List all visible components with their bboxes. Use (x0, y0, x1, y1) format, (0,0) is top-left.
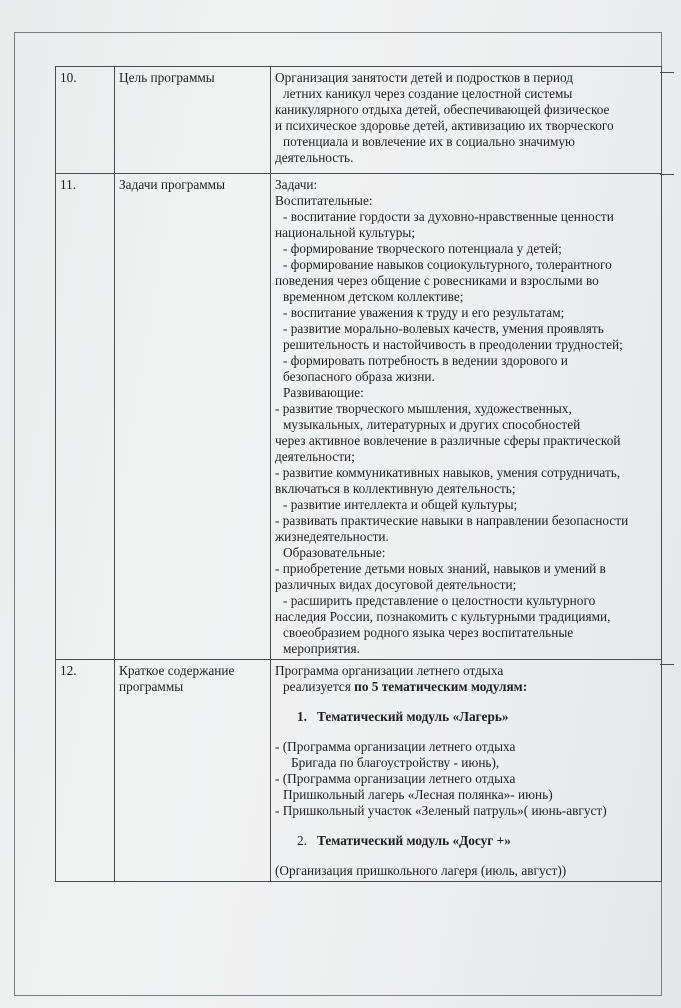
table-row (56, 67, 662, 174)
row-title: Цель программы (115, 67, 271, 174)
row-number: 11. (56, 174, 115, 660)
row-content: Задачи: Воспитательные: - воспитание гордости за духовно-нравственные ценности национальной культуры; - формирование творческого потенциала у детей; - формирование навыков социокультурного, толерантного поведения через общение с ровесниками и взрослыми во временном детском коллективе; - воспитание уважения к труду и его результатам; - развитие морально-волевых качеств, умения проявлять решительность и настойчивость в преодолении трудностей; - формировать потребность в ведении здорового и безопасного образа жизни. Развивающие: - развитие творческого мышления, художественных, музыкальных, литературных и других способностей через активное вовлечение в различные сферы практической деятельности; - развитие коммуникативных навыков, умения сотрудничать, включаться в коллективную деятельность; - развитие интеллекта и общей культуры; - развивать практические навыки в направлении безопасности жизнедеятельности. Образовательные: - приобретение детьми новых знаний, навыков и умений в различных видах досуговой деятельности; - расширить представление о целостности культурного наследия России, познакомить с культурными традициями, своеобразием родного языка через воспитательные мероприятия. (271, 174, 662, 660)
table-row (56, 174, 662, 660)
table-row (56, 660, 662, 882)
row-content: Программа организации летнего отдыха реализуется по 5 тематическим модулям: 1. Тематический модуль «Лагерь» - (Программа организации летнего отдыха Бригада по благоустройству - июнь), - (Программа организации летнего отдыха Пришкольный лагерь «Лесная полянка»- июнь) - Пришкольный участок «Зеленый патруль»( июнь-август) 2. Тематический модуль «Досуг +» (Организация пришкольного лагеря (июль, август)) (271, 660, 662, 882)
table-line-extension (660, 174, 674, 175)
row-title: Задачи программы (115, 174, 271, 660)
table-line-extension (660, 664, 674, 665)
module-heading: 1. Тематический модуль «Лагерь» (297, 709, 509, 724)
row-content: Организация занятости детей и подростков в период летних каникул через создание целостной системы каникулярного отдыха детей, обеспечивающей физическое и психическое здоровье детей, активизацию их творческого потенциала и вовлечение их в социально значимую деятельность. (271, 67, 662, 174)
row-title: Краткое содержание программы (115, 660, 271, 882)
program-table (55, 66, 662, 882)
module-heading: 2. Тематический модуль «Досуг +» (297, 833, 511, 848)
row-number: 12. (56, 660, 115, 882)
row-number: 10. (56, 67, 115, 174)
table-line-extension (660, 72, 674, 73)
